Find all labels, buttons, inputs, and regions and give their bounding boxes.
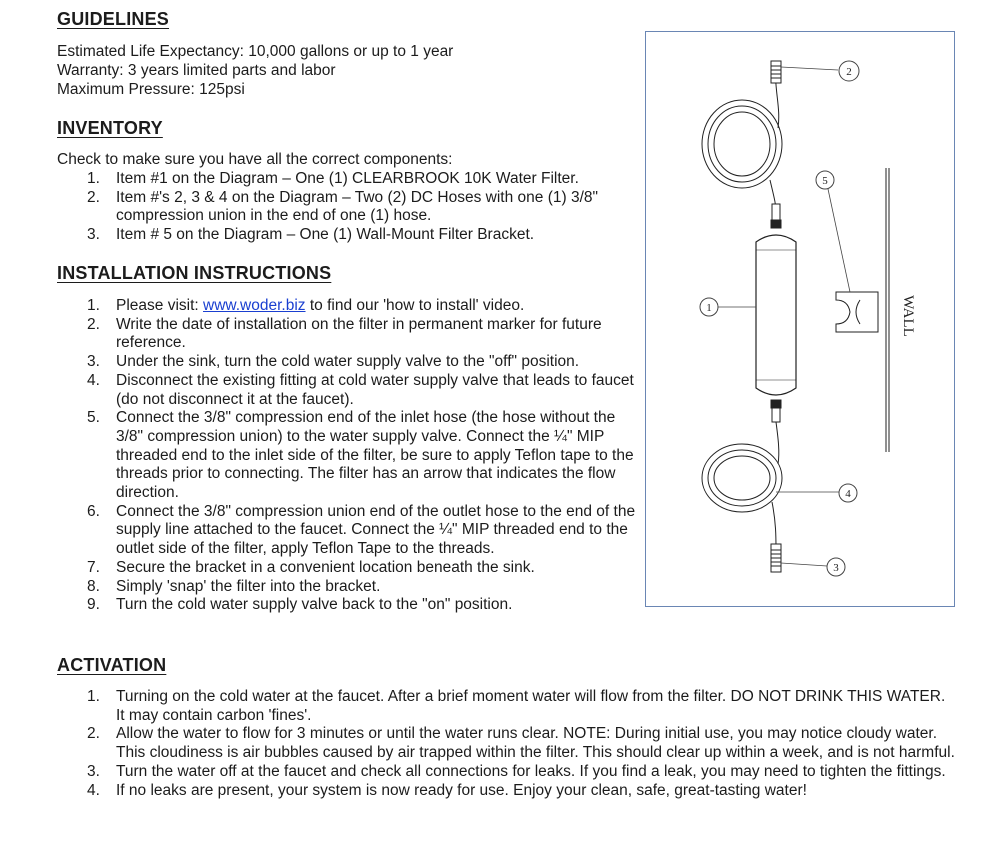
- bottom-fitting: [771, 544, 781, 572]
- activation-list: [57, 688, 957, 800]
- list-item-text: Item #1 on the Diagram – One (1) CLEARBROOK 10K Water Filter.: [116, 170, 579, 187]
- list-number: 2.: [87, 315, 100, 333]
- callout-2: [781, 61, 859, 81]
- installation-step: [57, 503, 637, 559]
- step1-suffix: to find our 'how to install' video.: [305, 297, 525, 314]
- wall-label: WALL: [900, 295, 916, 337]
- activation-step: [57, 688, 957, 725]
- callout-5: [816, 171, 850, 292]
- installation-step: [57, 316, 637, 353]
- callout-4-label: 4: [845, 488, 851, 500]
- list-item-text: Item # 5 on the Diagram – One (1) Wall-Mount Filter Bracket.: [116, 226, 535, 244]
- list-item-text: Turn the water off at the faucet and check all connections for leaks. If you find a leak, you may need to tighten the fittings.: [116, 762, 946, 780]
- callout-1: [700, 298, 756, 316]
- list-number: 3.: [87, 226, 100, 244]
- activation-heading: ACTIVATION: [57, 655, 167, 675]
- inventory-list: [57, 170, 637, 245]
- list-item-text: Allow the water to flow for 3 minutes or until the water runs clear. NOTE: During initial use, you may notice cloudy water. This cloudiness is air bubbles caused by air trapped within the filter. This should clear up within a week, and is not harmful.: [116, 725, 955, 762]
- list-number: 9.: [87, 596, 100, 614]
- activation-step: [57, 763, 957, 782]
- list-item-text: Item #'s 2, 3 & 4 on the Diagram – Two (2) DC Hoses with one (1) 3/8" compression union in the end of one (1) hose.: [116, 188, 598, 225]
- list-number: 3.: [87, 353, 100, 371]
- list-item-text: Turning on the cold water at the faucet. After a brief moment water will flow from the filter. DO NOT DRINK THIS WATER. It may contain carbon 'fines'.: [116, 688, 946, 724]
- list-number: 1.: [87, 297, 100, 314]
- filter-diagram: [645, 31, 955, 607]
- installation-step: [57, 372, 637, 409]
- list-item-text: Under the sink, turn the cold water supply valve to the "off" position.: [116, 353, 580, 371]
- bottom-fitting-filter: [771, 400, 781, 422]
- list-number: 4.: [87, 781, 100, 799]
- installation-step: [57, 409, 637, 503]
- list-number: 8.: [87, 577, 100, 595]
- inventory-item: [57, 226, 637, 245]
- list-number: 4.: [87, 371, 100, 389]
- activation-step: [57, 725, 957, 762]
- callout-3-label: 3: [833, 562, 839, 574]
- callout-5-label: 5: [822, 175, 828, 187]
- installation-step: [57, 353, 637, 372]
- bottom-hose: [702, 422, 782, 550]
- top-hose: [702, 67, 782, 212]
- step1-prefix: Please visit:: [116, 297, 204, 314]
- guideline-life-expectancy: Estimated Life Expectancy: 10,000 gallons or up to 1 year: [57, 43, 454, 60]
- list-item-text: Write the date of installation on the filter in permanent marker for future reference.: [116, 315, 602, 352]
- guidelines-heading: GUIDELINES: [57, 9, 170, 29]
- installation-heading: INSTALLATION INSTRUCTIONS: [57, 263, 332, 283]
- callout-3: [781, 558, 845, 576]
- guideline-max-pressure: Maximum Pressure: 125psi: [57, 81, 245, 98]
- list-item-text: Connect the 3/8" compression end of the inlet hose (the hose without the 3/8" compression union) to the water supply valve. Connect the ¼" MIP threaded end to the inlet side of the filter, be sure to apply Teflon tape to the threads prior to connecting. The filter has an arrow that indicates the flow direction.: [116, 409, 634, 502]
- wall: [886, 168, 889, 452]
- list-item-text: If no leaks are present, your system is now ready for use. Enjoy your clean, safe, great-tasting water!: [116, 781, 807, 799]
- list-number: 3.: [87, 762, 100, 780]
- install-video-link[interactable]: www.woder.biz: [203, 297, 306, 314]
- list-number: 2.: [87, 725, 100, 743]
- installation-list: [57, 297, 637, 615]
- list-item-text: Simply 'snap' the filter into the bracket.: [116, 577, 381, 595]
- list-number: 5.: [87, 409, 100, 427]
- list-number: 6.: [87, 502, 100, 520]
- list-item-text: Disconnect the existing fitting at cold water supply valve that leads to faucet (do not disconnect it at the faucet).: [116, 371, 634, 408]
- inventory-intro: Check to make sure you have all the correct components:: [57, 151, 453, 168]
- list-item-text: Secure the bracket in a convenient location beneath the sink.: [116, 558, 535, 576]
- list-number: 7.: [87, 558, 100, 576]
- installation-step: [57, 297, 637, 316]
- list-number: 1.: [87, 688, 100, 705]
- callout-1-label: 1: [706, 302, 712, 314]
- wall-bracket: [836, 292, 878, 332]
- list-item-text: Turn the cold water supply valve back to the "on" position.: [116, 596, 513, 614]
- installation-step: [57, 559, 637, 578]
- filter-diagram-svg: [646, 32, 953, 605]
- list-number: 2.: [87, 188, 100, 206]
- callout-4: [776, 484, 857, 502]
- list-number: 1.: [87, 170, 100, 187]
- filter-body: [756, 235, 796, 395]
- inventory-heading: INVENTORY: [57, 118, 163, 138]
- list-item-text: Connect the 3/8" compression union end of the outlet hose to the end of the supply line attached to the faucet. Connect the ¼" MIP threaded end to the outlet side of the filter, apply Teflon Tape to the threads.: [116, 502, 636, 558]
- guideline-warranty: Warranty: 3 years limited parts and labor: [57, 62, 336, 79]
- list-item-text: [116, 297, 524, 314]
- callout-2-label: 2: [846, 66, 852, 78]
- inventory-item: [57, 189, 637, 226]
- installation-step: [57, 578, 637, 597]
- inventory-item: [57, 170, 637, 189]
- installation-step: [57, 596, 637, 615]
- activation-step: [57, 782, 957, 801]
